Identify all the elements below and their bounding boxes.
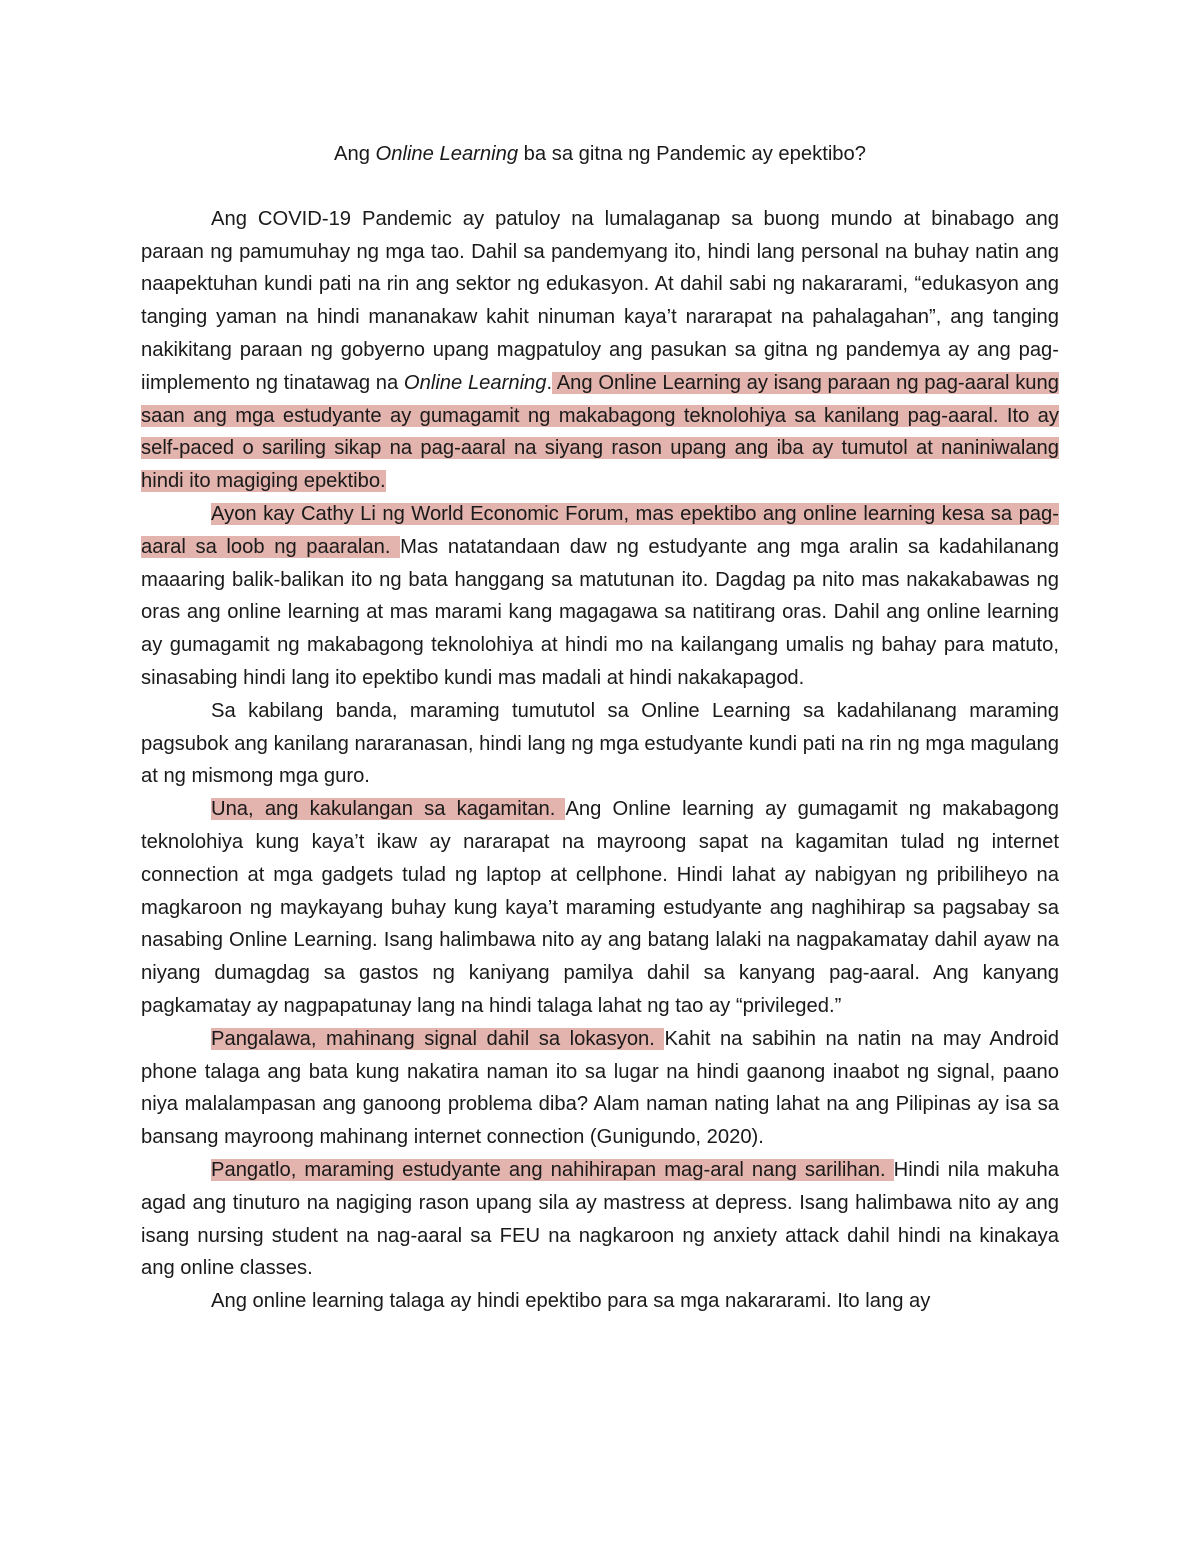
paragraph-6-text: Hindi nila makuha agad ang tinuturo na nagiging rason upang sila ay mastress at depress. Isang halimbawa nito ay ang isang nursing student na nag-aaral sa FEU na nagkaroon ng anxiety attack dahil hindi na kinakaya ang online classes. [141, 1158, 1059, 1280]
paragraph-3-text: Sa kabilang banda, maraming tumututol sa Online Learning sa kadahilanang maraming pagsubok ang kanilang nararanasan, hindi lang ng mga estudyante kundi pati na rin ng mga magulang at ng mismong mga guro. [141, 699, 1059, 788]
paragraph-7-text: Ang online learning talaga ay hindi epektibo para sa mga nakararami. Ito lang ay [211, 1290, 931, 1313]
paragraph-1 [141, 203, 1059, 498]
paragraph-2-text: Mas natatandaan daw ng estudyante ang mga aralin sa kadahilanang maaaring balik-balikan ito ng bata hanggang sa matutunan ito. Dagdag pa nito mas nakakabawas ng oras ang online learning at mas marami kang magagawa sa natitirang oras. Dahil ang online learning ay gumagamit ng makabagong teknolohiya at hindi mo na kailangang umalis ng bahay para matuto, sinasabing hindi lang ito epektibo kundi mas madali at hindi nakakapagod. [141, 535, 1059, 689]
paragraph-4-text: Ang Online learning ay gumagamit ng makabagong teknolohiya kung kaya’t ikaw ay nararapat na mayroong sapat na kagamitan tulad ng internet connection at mga gadgets tulad ng laptop at cellphone. Hindi lahat ay nabigyan ng pribiliheyo na magkaroon ng maykayang buhay kung kaya’t maraming estudyante ang naghihirap sa pagsabay sa nasabing Online Learning. Isang halimbawa nito ay ang batang lalaki na nagpakamatay dahil ayaw na niyang dumagdag sa gastos ng kaniyang pamilya dahil sa kanyang pag-aaral. Ang kanyang pagkamatay ay nagpapatunay lang na hindi talaga lahat ng tao ay “privileged.” [141, 798, 1060, 1017]
paragraph-1-text: Ang COVID-19 Pandemic ay patuloy na lumalaganap sa buong mundo at binabago ang paraan ng pamumuhay ng mga tao. Dahil sa pandemyang ito, hindi lang personal na buhay natin ang naapektuhan kundi pati na rin ang sektor ng edukasyon. At dahil sabi ng nakararami, “edukasyon ang tanging yaman na hindi mananakaw kahit ninuman kaya’t nararapat na pahalagahan”, ang tanging nakikitang paraan ng gobyerno upang magpatuloy ang pasukan sa gitna ng pandemya ay ang pag-iimplemento ng tinatawag na [141, 207, 1059, 394]
paragraph-3 [141, 695, 1059, 793]
title-suffix: ba sa gitna ng Pandemic ay epektibo? [518, 143, 866, 165]
paragraph-4-highlight: Una, ang kakulangan sa kagamitan. [211, 798, 566, 821]
title-italic: Online Learning [375, 143, 519, 165]
document-title [141, 138, 1059, 171]
paragraph-1-highlight: Ang Online Learning ay isang paraan ng pag-aaral kung saan ang mga estudyante ay gumagamit ng makabagong teknolohiya sa kanilang pag-aaral. Ito ay self-paced o sariling sikap na pag-aaral na siyang rason upang ang iba ay tumutol at naniniwalang hindi ito magiging epektibo. [141, 371, 1059, 493]
paragraph-6-highlight: Pangatlo, maraming estudyante ang nahihirapan mag-aral nang sarilihan. [211, 1158, 894, 1181]
paragraph-5-text: Kahit na sabihin na natin na may Android phone talaga ang bata kung nakatira naman ito sa lugar na hindi gaanong inaabot ng signal, paano niya malalampasan ang ganoong problema diba? Alam naman nating lahat na ang Pilipinas ay isa sa bansang mayroong mahinang internet connection (Gunigundo, 2020). [141, 1027, 1059, 1149]
document-page [141, 138, 1059, 1318]
paragraph-1-italic: Online Learning [403, 371, 547, 394]
paragraph-2 [141, 498, 1059, 695]
title-prefix: Ang [334, 143, 376, 165]
paragraph-2-highlight: Ayon kay Cathy Li ng World Economic Forum, mas epektibo ang online learning kesa sa pag-aaral sa loob ng paaralan. [141, 502, 1059, 558]
paragraph-4 [141, 793, 1059, 1023]
paragraph-7 [141, 1285, 1059, 1318]
paragraph-5-highlight: Pangalawa, mahinang signal dahil sa lokasyon. [211, 1027, 665, 1050]
paragraph-5 [141, 1023, 1059, 1154]
paragraph-1-period: . [546, 371, 553, 394]
paragraph-6 [141, 1154, 1059, 1285]
